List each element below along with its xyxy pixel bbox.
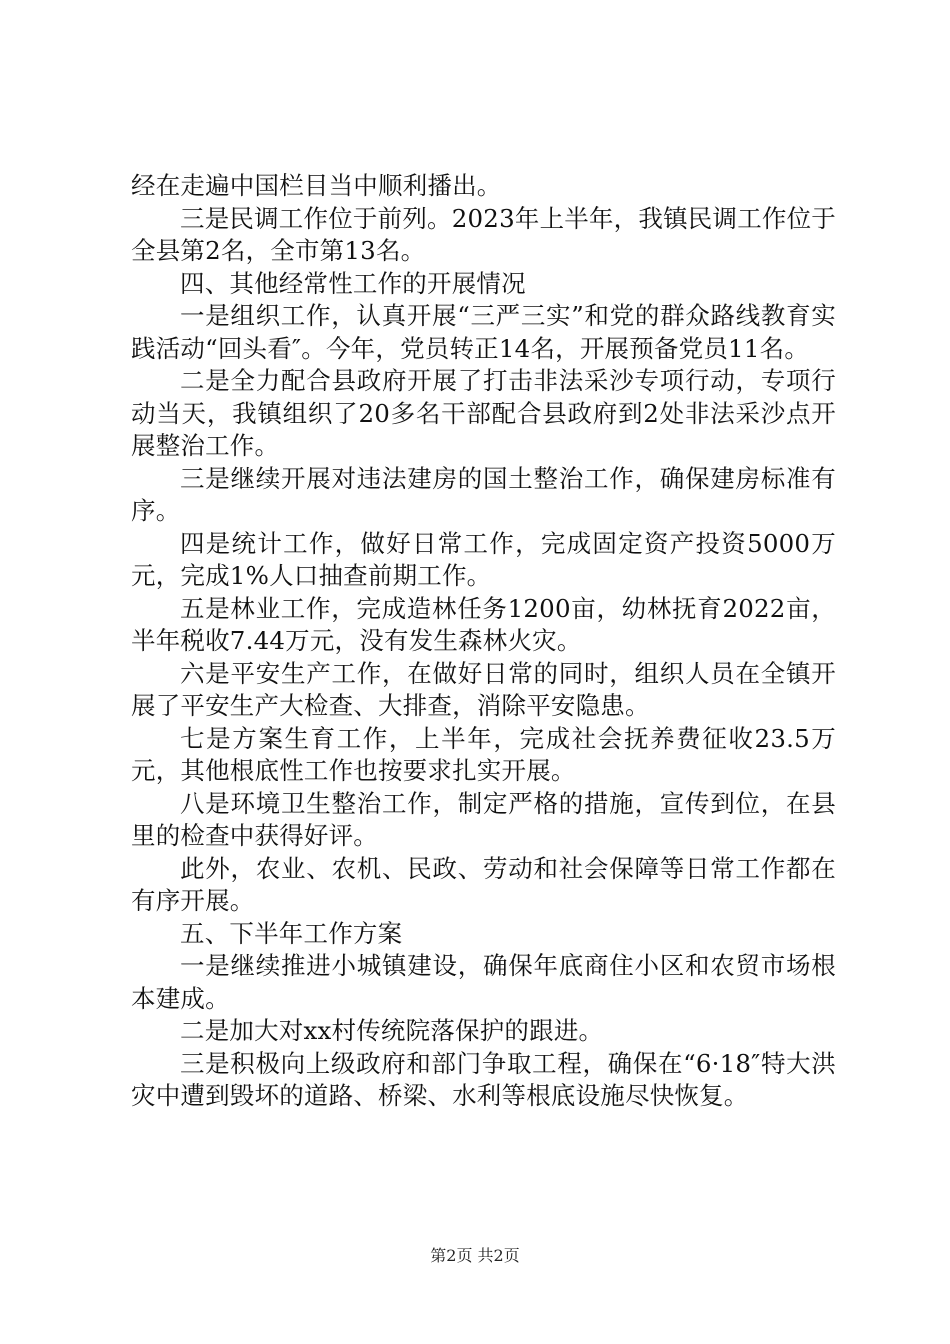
paragraph: 一是组织工作，认真开展“三严三实”和党的群众路线教育实践活动“回头看″。今年，党员转正14名，开展预备党员11名。 — [131, 301, 836, 363]
paragraph: 一是继续推进小城镇建设，确保年底商住小区和农贸市场根本建成。 — [131, 951, 836, 1013]
paragraph: 三是积极向上级政府和部门争取工程，确保在“6·18″特大洪灾中遭到毁坏的道路、桥梁、水利等根底设施尽快恢复。 — [131, 1048, 836, 1110]
paragraph: 三是民调工作位于前列。2023年上半年，我镇民调工作位于全县第2名，全市第13名。 — [131, 203, 836, 265]
section-heading: 五、下半年工作方案 — [180, 918, 403, 948]
paragraph: 经在走遍中国栏目当中顺利播出。 — [131, 171, 502, 200]
paragraph: 八是环境卫生整治工作，制定严格的措施，宣传到位，在县里的检查中获得好评。 — [131, 788, 836, 850]
section-heading: 四、其他经常性工作的开展情况 — [180, 268, 526, 298]
page-footer: 第2页 共2页 — [430, 1246, 520, 1265]
paragraph: 二是全力配合县政府开展了打击非法采沙专项行动，专项行动当天，我镇组织了20多名干部配合县政府到2处非法采沙点开展整治工作。 — [131, 366, 836, 460]
paragraph: 六是平安生产工作，在做好日常的同时，组织人员在全镇开展了平安生产大检查、大排查，消除平安隐患。 — [131, 658, 836, 720]
paragraph: 七是方案生育工作，上半年，完成社会抚养费征收23.5万元，其他根底性工作也按要求扎实开展。 — [131, 723, 836, 785]
paragraph: 五是林业工作，完成造林任务1200亩，幼林抚育2022亩，半年税收7.44万元，没有发生森林火灾。 — [131, 593, 836, 655]
paragraph: 二是加大对xx村传统院落保护的跟进。 — [180, 1016, 604, 1045]
paragraph: 三是继续开展对违法建房的国土整治工作，确保建房标准有序。 — [131, 463, 836, 525]
paragraph: 此外，农业、农机、民政、劳动和社会保障等日常工作都在有序开展。 — [131, 853, 836, 915]
paragraph: 四是统计工作，做好日常工作，完成固定资产投资5000万元，完成1%人口抽查前期工作。 — [131, 528, 836, 590]
document-body — [131, 170, 836, 1113]
